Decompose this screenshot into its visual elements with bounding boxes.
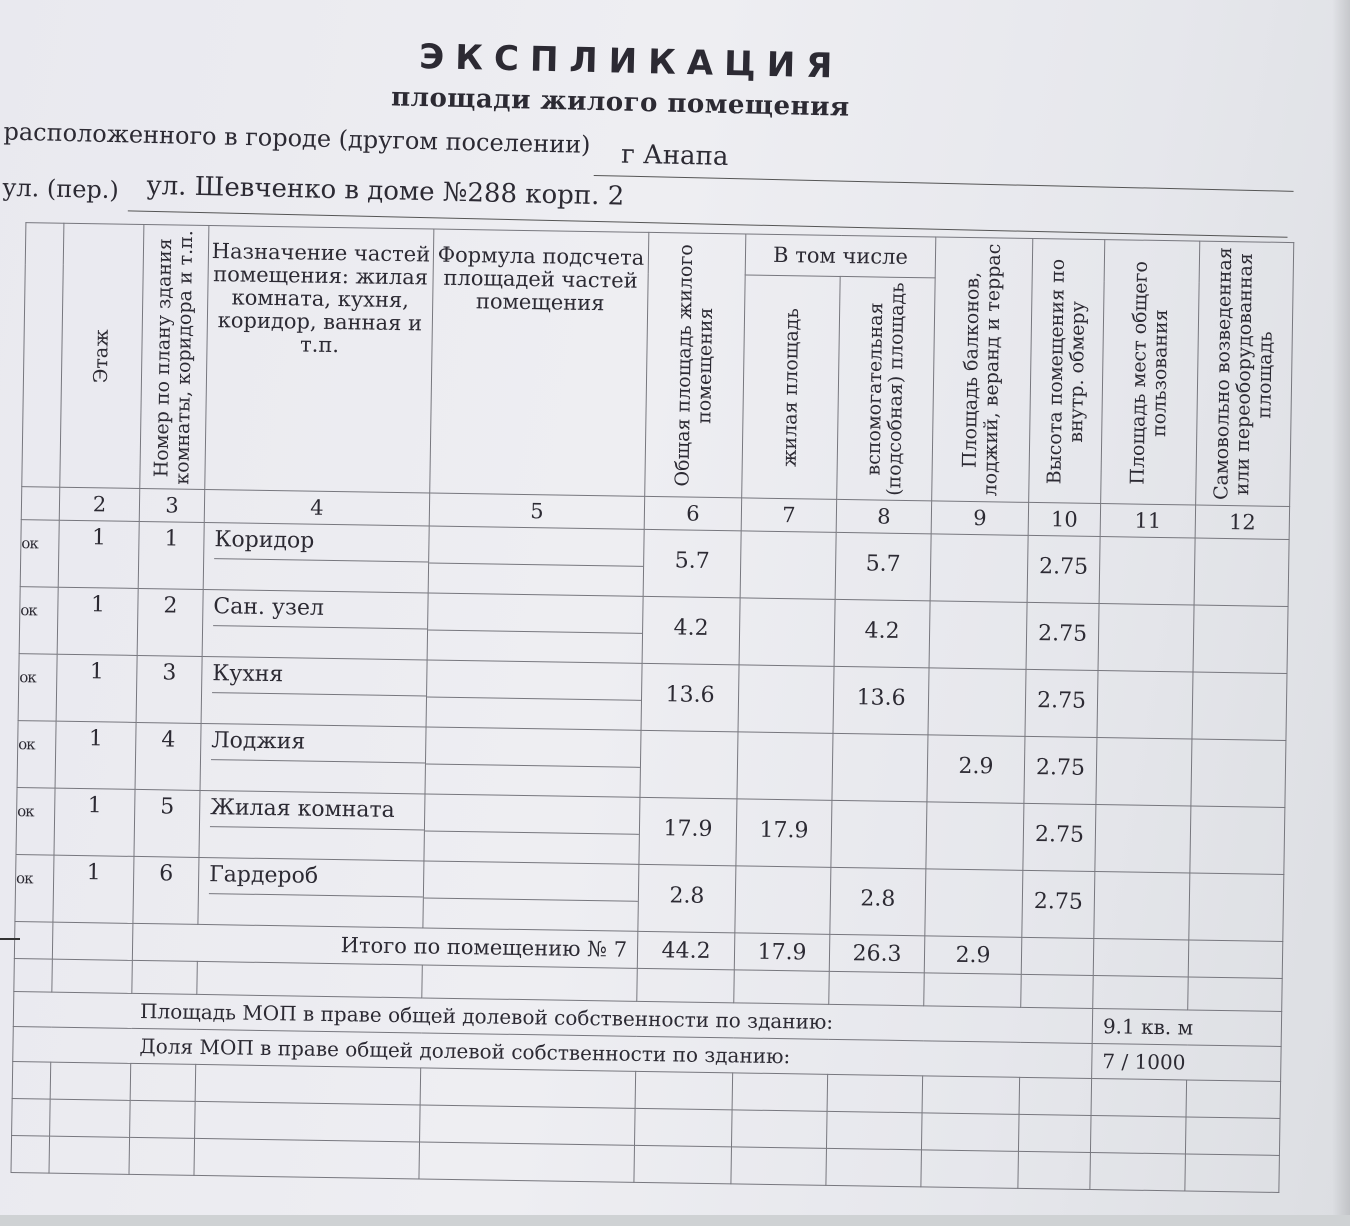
row-marker: ок	[15, 869, 33, 888]
row-balcony-area	[931, 534, 1027, 554]
row-underline	[213, 625, 427, 649]
row-balcony-area	[929, 668, 1025, 688]
col-header-room-number: Номер по плану здания комнаты, коридора и т.п.	[140, 224, 209, 489]
col-header-height: Высота помещения по внутр. обмеру	[1029, 238, 1105, 503]
totals-balcony-area: 2.9	[924, 936, 1022, 975]
row-height: 2.75	[1037, 621, 1088, 647]
row-height: 2.75	[1038, 554, 1089, 580]
row-total-area: 17.9	[663, 816, 713, 842]
col-header-unauthorized-area: Самовольно возведенная или переоборудованная площадь	[1196, 241, 1294, 506]
row-underline	[425, 830, 639, 834]
row-aux-area: 13.6	[856, 685, 906, 712]
column-number: 4	[204, 489, 429, 526]
row-living-area	[736, 866, 830, 885]
col-header-aux-area: вспомогательная (подсобная) площадь	[837, 276, 936, 500]
row-aux-area: 4.2	[864, 618, 900, 644]
mop-area-label: Площадь МОП в праве общей долевой собственности по зданию:	[13, 992, 1092, 1044]
row-aux-area	[832, 801, 926, 820]
row-underline	[214, 558, 428, 582]
row-total-area: 2.8	[669, 883, 705, 909]
column-number: 3	[139, 488, 205, 522]
row-name: Сан. узел	[213, 594, 325, 621]
row-living-area: 17.9	[759, 817, 809, 844]
row-living-area	[741, 531, 835, 550]
row-number: 3	[162, 660, 177, 686]
row-balcony-area	[926, 869, 1022, 889]
mop-share-label: Доля МОП в праве общей долевой собственности по зданию:	[13, 1027, 1092, 1079]
row-name: Коридор	[214, 527, 315, 554]
col-header-floor: Этаж	[60, 223, 144, 488]
street-label: ул. (пер.)	[1, 173, 120, 205]
row-name: Кухня	[212, 661, 284, 688]
col-header-formula: Формула подсчета площадей частей помещения	[430, 229, 649, 496]
row-number: 2	[163, 593, 178, 619]
row-underline	[209, 893, 423, 917]
row-balcony-area: 2.9	[958, 753, 994, 780]
row-total-area: 4.2	[673, 615, 709, 641]
row-total-area: 13.6	[665, 682, 715, 709]
row-floor: 1	[87, 793, 102, 819]
totals-aux-area: 26.3	[829, 934, 925, 972]
header-row	[25, 223, 1294, 284]
row-number: 1	[164, 526, 179, 552]
column-number: 9	[931, 501, 1029, 536]
col-header-purpose: Назначение частей помещения: жилая комната, кухня, коридор, ванная и т.п.	[205, 226, 434, 494]
totals-label: Итого по помещению № 7	[132, 923, 638, 968]
row-floor: 1	[89, 659, 105, 685]
row-height: 2.75	[1035, 755, 1086, 781]
row-total-area	[641, 731, 737, 751]
row-living-area	[738, 732, 832, 751]
row-balcony-area	[930, 601, 1026, 621]
row-height: 2.75	[1036, 688, 1087, 714]
row-floor: 1	[88, 726, 104, 752]
column-number: 11	[1100, 504, 1196, 538]
column-number: 2	[59, 487, 140, 521]
totals-living-area: 17.9	[734, 933, 830, 971]
row-balcony-area	[927, 802, 1023, 822]
row-number: 6	[159, 861, 174, 887]
row-underline	[426, 763, 640, 767]
column-number: 8	[836, 499, 932, 533]
row-name: Гардероб	[209, 862, 319, 889]
row-aux-area: 2.8	[860, 886, 896, 912]
totals-total-area: 44.2	[637, 931, 735, 970]
row-number: 4	[161, 727, 176, 753]
col-header-common-area: Площадь мест общего пользования	[1101, 240, 1200, 505]
row-floor: 1	[91, 525, 107, 551]
row-marker: ок	[18, 735, 35, 754]
document-title: ЭКСПЛИКАЦИЯ	[418, 36, 844, 87]
row-name: Лоджия	[211, 728, 306, 755]
row-floor: 1	[86, 860, 101, 886]
column-number: 10	[1028, 502, 1101, 536]
row-living-area	[740, 598, 834, 617]
row-total-area: 5.7	[674, 548, 710, 574]
location-label: расположенного в городе (другом поселении)	[3, 117, 591, 159]
row-floor: 1	[90, 592, 106, 618]
row-marker: ок	[17, 802, 34, 821]
col-header-living-area: жилая площадь	[742, 275, 840, 499]
column-number: 5	[429, 493, 644, 529]
mop-share-value: 7 / 1000	[1092, 1043, 1282, 1081]
row-underline	[429, 563, 643, 567]
column-number: 7	[741, 498, 837, 532]
row-aux-area	[833, 734, 927, 753]
column-number	[21, 487, 60, 521]
col-header-balcony-area: Площадь балконов, лоджий, веранд и террас	[932, 237, 1033, 502]
row-aux-area: 5.7	[865, 551, 901, 577]
mop-area-value: 9.1 кв. м	[1092, 1008, 1282, 1046]
column-number: 12	[1195, 505, 1290, 539]
margin-tick-mark	[0, 938, 20, 940]
col-header-total-area: Общая площадь жилого помещения	[645, 232, 746, 497]
row-living-area	[739, 665, 833, 684]
street-value: ул. Шевченко в доме №288 корп. 2	[146, 170, 625, 212]
row-marker: ок	[21, 534, 38, 553]
document-subtitle: площади жилого помещения	[390, 82, 850, 123]
location-value: г Анапа	[620, 139, 729, 173]
row-marker: ок	[20, 601, 37, 620]
col-group-including: В том числе	[745, 234, 936, 278]
row-number: 5	[160, 794, 175, 820]
column-number: 6	[644, 496, 742, 531]
row-underline	[210, 826, 424, 850]
row-name: Жилая комната	[210, 795, 395, 824]
row-marker: ок	[19, 668, 36, 687]
row-underline	[428, 630, 642, 634]
row-height: 2.75	[1034, 822, 1085, 848]
explication-table	[10, 222, 1294, 1193]
col-header-1	[22, 223, 64, 488]
row-underline	[212, 692, 426, 716]
row-underline	[424, 897, 638, 901]
row-underline	[427, 696, 641, 700]
row-underline	[211, 759, 425, 783]
row-height: 2.75	[1033, 889, 1084, 915]
